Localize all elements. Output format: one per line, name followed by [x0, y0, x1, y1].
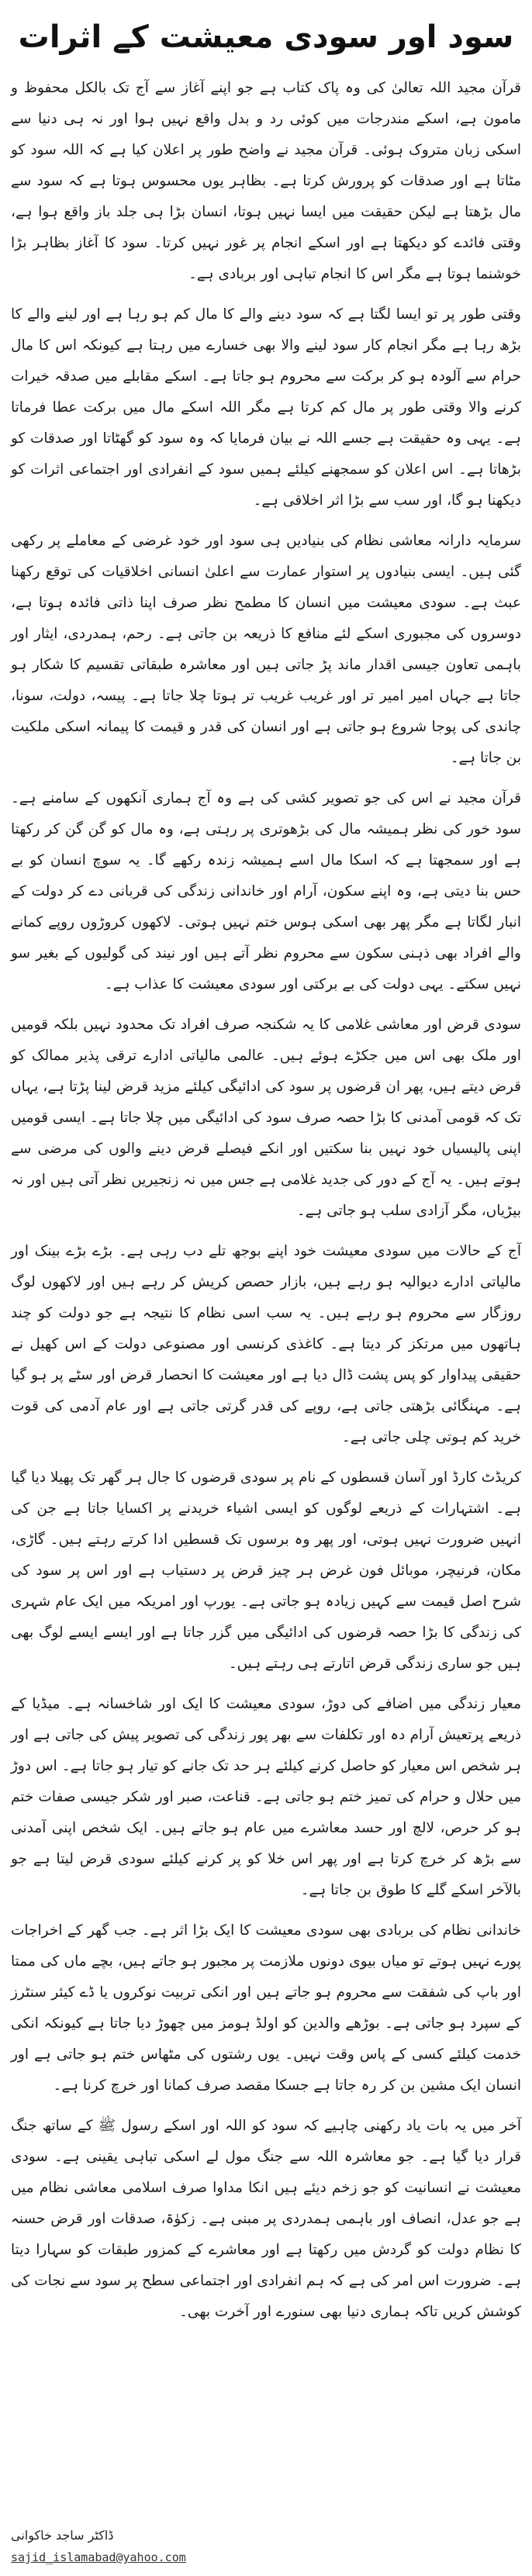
paragraph: معیار زندگی میں اضافے کی دوڑ، سودی معیشت کا ایک اور شاخسانہ ہے۔ میڈیا کے ذریعے پرتعیش آرام دہ اور تکلفات سے بھر پور زندگی کی تصویر پیش کی جاتی ہے اور ہر شخص اس معیار کو حاصل کرنے کیلئے ہر حد تک جانے کو تیار ہو جاتا ہے۔ اس دوڑ میں حلال و حرام کی تمیز ختم ہو جاتی ہے۔ قناعت، صبر اور شکر جیسی صفات ختم ہو کر حرص، لالچ اور حسد معاشرے میں عام ہو جاتے ہیں۔ ایک شخص اپنی آمدنی سے بڑھ کر خرچ کرتا ہے اور پھر اس خلا کو پر کرنے کیلئے سودی قرض لیتا ہے جو بالآخر اسکے گلے کا طوق بن جاتا ہے۔ — [11, 1696, 521, 1898]
spacer — [11, 2328, 521, 2511]
article-body — [11, 73, 521, 2328]
article-title: سود اور سودی معیشت کے اثرات — [18, 19, 514, 55]
paragraph: قرآن مجید نے اس کی جو تصویر کشی کی ہے وہ آج ہماری آنکھوں کے سامنے ہے۔ سود خور کی نظر ہمیشہ مال کی بڑھوتری پر رہتی ہے، وہ مال کو گن گن کر رکھتا ہے اور سمجھتا ہے کہ اسکا مال اسے ہمیشہ زندہ رکھے گا۔ یہ سوچ انسان کو بے حس بنا دیتی ہے، وہ اپنے سکون، آرام اور خاندانی زندگی کی قربانی دے کر دولت کے انبار لگاتا ہے مگر پھر بھی اسکی ہوس ختم نہیں ہوتی۔ لاکھوں کروڑوں روپے کمانے والے افراد بھی ذہنی سکون سے محروم نظر آتے ہیں اور نیند کی گولیوں کے بغیر سو نہیں سکتے۔ یہی دولت کی بے برکتی اور سودی معیشت کا عذاب ہے۔ — [11, 790, 521, 993]
paragraph: وقتی طور پر تو ایسا لگتا ہے کہ سود دینے والے کا مال کم ہو رہا ہے اور لینے والے کا بڑھ رہا ہے مگر انجام کار سود لینے والا بھی خسارے میں رہتا ہے کیونکہ اس کا مال حرام سے آلودہ ہو کر برکت سے محروم ہو جاتا ہے۔ اسکے مقابلے میں صدقہ خیرات کرنے والا وقتی طور پر مال کم کرتا ہے مگر اللہ اسکے مال میں برکت عطا فرماتا ہے۔ یہی وہ حقیقت ہے جسے اللہ نے بیان فرمایا کہ وہ سود کو گھٹاتا اور صدقات کو بڑھاتا ہے۔ اس اعلان کو سمجھنے کیلئے ہمیں سود کے انفرادی اور اجتماعی اثرات کو دیکھنا ہو گا، اور سب سے بڑا اثر اخلاقی ہے۔ — [11, 306, 521, 509]
paragraph: سودی قرض اور معاشی غلامی کا یہ شکنجہ صرف افراد تک محدود نہیں بلکہ قومیں اور ملک بھی اس میں جکڑے ہوئے ہیں۔ عالمی مالیاتی ادارے ترقی پذیر ممالک کو قرض دیتے ہیں، پھر ان قرضوں پر سود کی ادائیگی کیلئے مزید قرض لینا پڑتا ہے، یہاں تک کہ قومی آمدنی کا بڑا حصہ صرف سود کی ادائیگی میں چلا جاتا ہے۔ ایسی قومیں اپنی پالیسیاں خود نہیں بنا سکتیں اور انکے فیصلے قرض دینے والوں کی مرضی سے ہوتے ہیں۔ یہ آج کے دور کی جدید غلامی ہے جس میں نہ زنجیریں نظر آتی ہیں اور نہ بیڑیاں، مگر آزادی سلب ہو جاتی ہے۔ — [11, 1017, 521, 1219]
author-email-link[interactable]: sajid_islamabad@yahoo.com — [11, 2550, 186, 2564]
paragraph: کریڈٹ کارڈ اور آسان قسطوں کے نام پر سودی قرضوں کا جال ہر گھر تک پھیلا دیا گیا ہے۔ اشتہارات کے ذریعے لوگوں کو ایسی اشیاء خریدنے پر اکسایا جاتا ہے جن کی انہیں ضرورت نہیں ہوتی، اور پھر وہ برسوں تک قسطیں ادا کرتے رہتے ہیں۔ گاڑی، مکان، فرنیچر، موبائل فون غرض ہر چیز قرض پر دستیاب ہے اور اس پر سود کی شرح اصل قیمت سے کہیں زیادہ ہو جاتی ہے۔ یورپ اور امریکہ میں ایک عام شہری کی زندگی کا بڑا حصہ قرضوں کی ادائیگی میں گزر جاتا ہے اور ایسے ایسے لوگ بھی ہیں جو ساری زندگی قرض اتارتے ہی رہتے ہیں۔ — [11, 1469, 521, 1672]
paragraph: سرمایہ دارانہ معاشی نظام کی بنیادیں ہی سود اور خود غرضی کے معاملے پر رکھی گئی ہیں۔ ایسی بنیادوں پر استوار عمارت سے اعلیٰ انسانی اخلاقیات کی توقع رکھنا عبث ہے۔ سودی معیشت میں انسان کا مطمح نظر صرف اپنا ذاتی فائدہ ہوتا ہے، دوسروں کی مجبوری اسکے لئے منافع کا ذریعہ بن جاتی ہے۔ رحم، ہمدردی، ایثار اور باہمی تعاون جیسی اقدار ماند پڑ جاتی ہیں اور معاشرہ طبقاتی تقسیم کا شکار ہو جاتا ہے جہاں امیر امیر تر اور غریب غریب تر ہوتا چلا جاتا ہے۔ پیسہ، دولت، سونا، چاندی کی پوجا شروع ہو جاتی ہے اور انسان کی قدر و قیمت کا پیمانہ اسکی ملکیت بن جاتا ہے۔ — [11, 533, 521, 766]
paragraph: خاندانی نظام کی بربادی بھی سودی معیشت کا ایک بڑا اثر ہے۔ جب گھر کے اخراجات پورے نہیں ہوتے تو میاں بیوی دونوں ملازمت پر مجبور ہو جاتے ہیں، بچے ماں کی ممتا اور باپ کی شفقت سے محروم ہو جاتے ہیں اور انکی تربیت نوکروں یا ڈے کیئر سنٹرز کے سپرد ہو جاتی ہے۔ بوڑھے والدین کو اولڈ ہومز میں چھوڑ دیا جاتا ہے کیونکہ انکی خدمت کیلئے کسی کے پاس وقت نہیں۔ یوں رشتوں کی مٹھاس ختم ہو جاتی ہے اور انسان ایک مشین بن کر رہ جاتا ہے جسکا مقصد صرف کمانا اور خرچ کرنا ہے۔ — [11, 1922, 521, 2094]
author-byline: ڈاکٹر ساجد خاکوانی — [11, 2528, 114, 2543]
paragraph: آخر میں یہ بات یاد رکھنی چاہیے کہ سود کو اللہ اور اسکے رسول ﷺ کے ساتھ جنگ قرار دیا گیا ہے۔ جو معاشرہ اللہ سے جنگ مول لے اسکی تباہی یقینی ہے۔ سودی معیشت نے انسانیت کو جو زخم دیئے ہیں انکا مداوا صرف اسلامی معاشی نظام میں ہے جو عدل، انصاف اور باہمی ہمدردی پر مبنی ہے۔ زکوٰۃ، صدقات اور قرض حسنہ کا نظام دولت کو گردش میں رکھتا ہے اور معاشرے کے کمزور طبقات کو سہارا دیتا ہے۔ ضرورت اس امر کی ہے کہ ہم انفرادی اور اجتماعی سطح پر سود سے نجات کی کوشش کریں تاکہ ہماری دنیا بھی سنورے اور آخرت بھی۔ — [11, 2118, 521, 2320]
paragraph: قرآن مجید اللہ تعالیٰ کی وہ پاک کتاب ہے جو اپنے آغاز سے آج تک بالکل محفوظ و مامون ہے، اسکے مندرجات میں کوئی رد و بدل واقع نہیں ہوا اور نہ ہی دنیا سے اسکی زبان متروک ہوئی۔ قرآن مجید نے واضح طور پر اعلان کیا ہے کہ اللہ سود کو مٹاتا ہے اور صدقات کو پرورش کرتا ہے۔ بظاہر یوں محسوس ہوتا ہے کہ سود سے مال بڑھتا ہے لیکن حقیقت میں ایسا نہیں ہوتا، انسان بڑا ہی جلد باز واقع ہوا ہے، وقتی فائدے کو دیکھتا ہے اور اسکے انجام پر غور نہیں کرتا۔ سود کا آغاز بظاہر بڑا خوشنما ہوتا ہے مگر اس کا انجام تباہی اور بربادی ہے۔ — [11, 80, 521, 282]
paragraph: آج کے حالات میں سودی معیشت خود اپنے بوجھ تلے دب رہی ہے۔ بڑے بڑے بینک اور مالیاتی ادارے دیوالیہ ہو رہے ہیں، بازار حصص کریش کر رہے ہیں اور لاکھوں لوگ روزگار سے محروم ہو رہے ہیں۔ یہ سب اسی نظام کا نتیجہ ہے جو دولت کو چند ہاتھوں میں مرتکز کر دیتا ہے۔ کاغذی کرنسی اور مصنوعی دولت کے اس کھیل نے حقیقی پیداوار کو پس پشت ڈال دیا ہے اور معیشت کا انحصار قرض اور سٹے پر ہو گیا ہے۔ مہنگائی بڑھتی جاتی ہے، روپے کی قدر گرتی جاتی ہے اور عام آدمی کی قوت خرید کم ہوتی چلی جاتی ہے۔ — [11, 1243, 521, 1445]
